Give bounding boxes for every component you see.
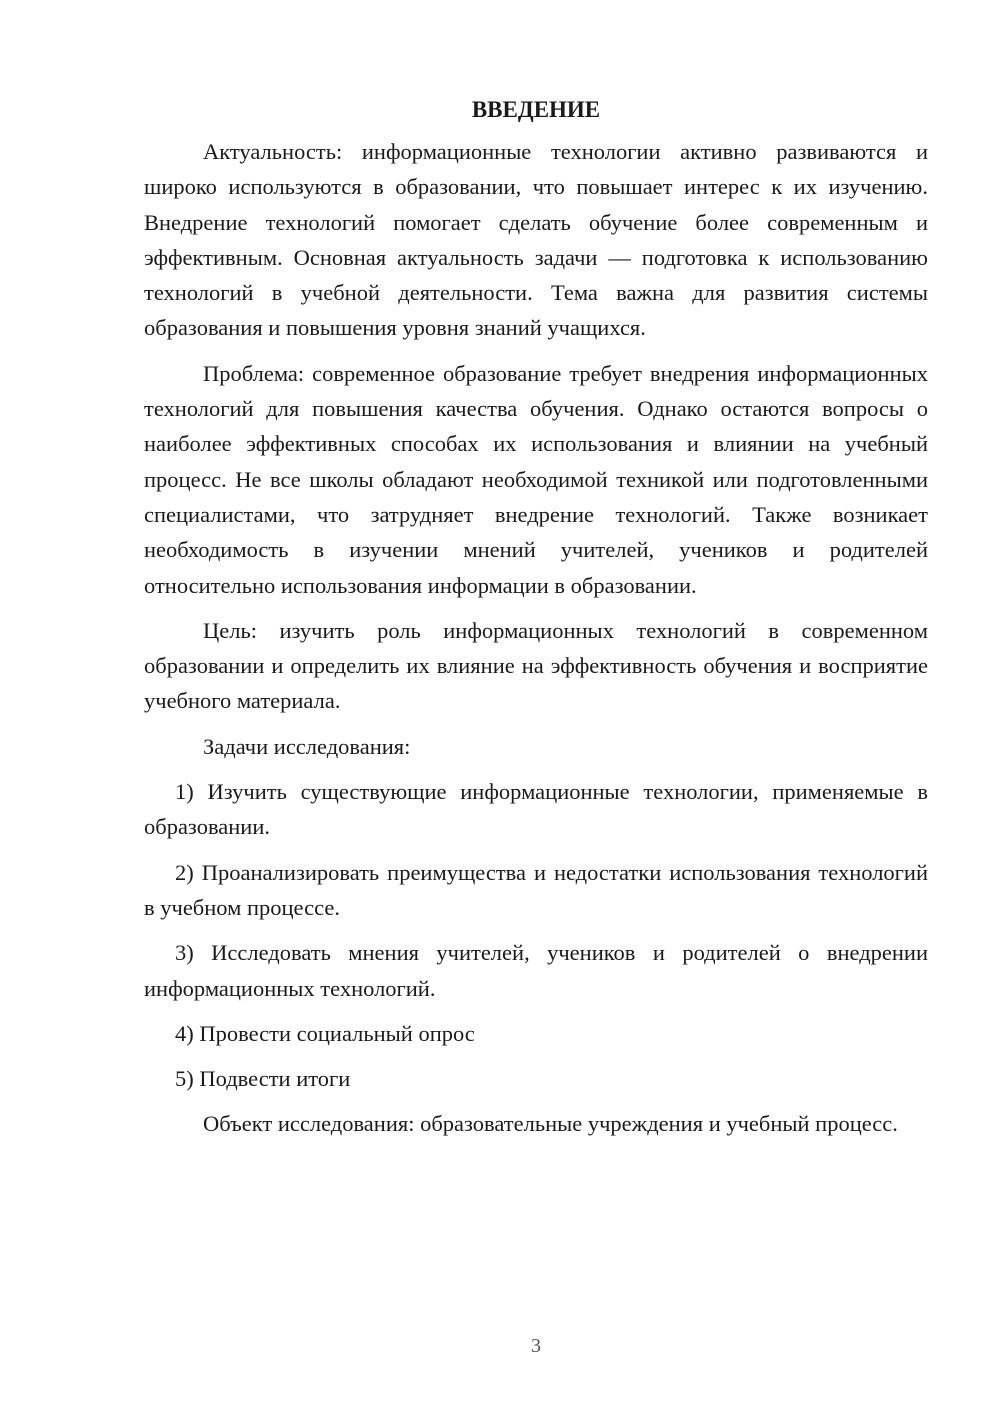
page-number: 3: [531, 1335, 541, 1357]
task-item-3: 3) Исследовать мнения учителей, учеников и родителей о внедрении информационных технологий.: [144, 940, 928, 1001]
relevance-paragraph: Актуальность: информационные технологии активно развиваются и широко используются в образовании, что повышает интерес к их изучению. Внедрение технологий помогает сделать обучение более современным и эффективным. Основная актуальность задачи — подготовка к использованию технологий в учебной деятельности. Тема важна для развития системы образования и повышения уровня знаний учащихся.: [144, 139, 928, 341]
task-item-5: 5) Подвести итоги: [175, 1066, 351, 1092]
document-page: [144, 95, 928, 1152]
tasks-heading: Задачи исследования:: [203, 733, 411, 759]
section-title: ВВЕДЕНИЕ: [471, 97, 601, 122]
task-item-1: 1) Изучить существующие информационные технологии, применяемые в образовании.: [144, 779, 928, 840]
task-item-2: 2) Проанализировать преимущества и недостатки использования технологий в учебном процессе.: [144, 859, 928, 920]
task-item-4: 4) Провести социальный опрос: [175, 1020, 475, 1046]
object-paragraph: Объект исследования: образовательные учреждения и учебный процесс.: [203, 1111, 898, 1137]
goal-paragraph: Цель: изучить роль информационных технологий в современном образовании и определить их влияние на эффективность обучения и восприятие учебного материала.: [144, 617, 928, 714]
problem-paragraph: Проблема: современное образование требует внедрения информационных технологий для повышения качества обучения. Однако остаются вопросы о наиболее эффективных способах их использования и влиянии на учебный процесс. Не все школы обладают необходимой техникой или подготовленными специалистами, что затрудняет внедрение технологий. Также возникает необходимость в изучении мнений учителей, учеников и родителей относительно использования информации в образовании.: [144, 360, 928, 598]
